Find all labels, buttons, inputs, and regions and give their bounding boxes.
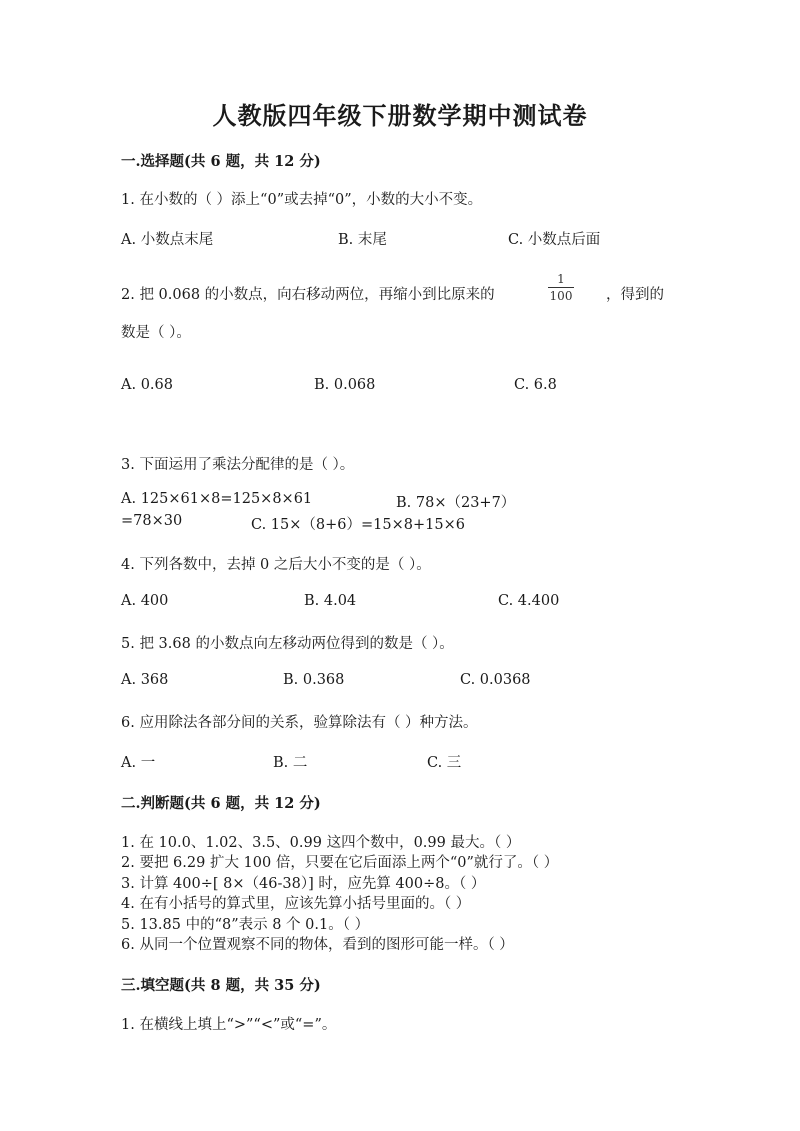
judge-item-4: 4. 在有小括号的算式里，应该先算小括号里面的。（ ） (121, 896, 471, 912)
question-5-option-a: A. 368 (121, 672, 169, 688)
question-3-option-b-continued: =78×30 (121, 513, 183, 529)
question-2-stem-part2: ，得到的 (606, 287, 664, 303)
question-3-stem: 3. 下面运用了乘法分配律的是（ ）。 (121, 457, 355, 473)
judge-item-3: 3. 计算 400÷[ 8×（46-38）] 时，应先算 400÷8。（ ） (121, 876, 486, 892)
fraction-denominator: 100 (549, 289, 573, 303)
fraction-bar (548, 287, 574, 288)
question-1-option-c: C. 小数点后面 (508, 232, 601, 248)
question-5-option-c: C. 0.0368 (460, 672, 531, 688)
question-5-stem: 5. 把 3.68 的小数点向左移动两位得到的数是（ ）。 (121, 636, 454, 652)
judge-item-5: 5. 13.85 中的“8”表示 8 个 0.1。（ ） (121, 917, 370, 933)
section-heading-choice: 一.选择题(共 6 题，共 12 分) (121, 153, 321, 170)
question-2-option-c: C. 6.8 (514, 377, 557, 393)
question-4-option-a: A. 400 (121, 593, 169, 609)
judge-item-6: 6. 从同一个位置观察不同的物体，看到的图形可能一样。（ ） (121, 937, 514, 953)
fraction-numerator: 1 (557, 272, 565, 286)
question-6-option-c: C. 三 (427, 755, 462, 771)
question-4-option-b: B. 4.04 (304, 593, 357, 609)
fill-question-1-stem: 1. 在横线上填上“>”“<”或“=”。 (121, 1017, 337, 1033)
question-1-option-a: A. 小数点末尾 (121, 232, 214, 248)
question-1-option-b: B. 末尾 (338, 232, 387, 248)
question-1-stem: 1. 在小数的（ ）添上“0”或去掉“0”，小数的大小不变。 (121, 192, 483, 208)
judge-item-2: 2. 要把 6.29 扩大 100 倍，只要在它后面添上两个“0”就行了。（ ） (121, 855, 559, 871)
page-title: 人教版四年级下册数学期中测试卷 (212, 101, 588, 130)
section-heading-judge: 二.判断题(共 6 题，共 12 分) (121, 795, 321, 812)
question-6-stem: 6. 应用除法各部分间的关系，验算除法有（ ）种方法。 (121, 715, 478, 731)
question-4-stem: 4. 下列各数中，去掉 0 之后大小不变的是（ ）。 (121, 557, 431, 573)
section-heading-fill: 三.填空题(共 8 题，共 35 分) (121, 977, 321, 994)
question-2-stem-part1: 2. 把 0.068 的小数点，向右移动两位，再缩小到比原来的 (121, 287, 495, 303)
question-2-option-b: B. 0.068 (314, 377, 376, 393)
question-2-stem-line2: 数是（ ）。 (121, 325, 191, 341)
question-2-option-a: A. 0.68 (121, 377, 173, 393)
question-3-option-a: A. 125×61×8=125×8×61 (121, 491, 313, 507)
question-3-option-c: C. 15×（8+6）=15×8+15×6 (251, 517, 465, 533)
question-5-option-b: B. 0.368 (283, 672, 345, 688)
judge-item-1: 1. 在 10.0、1.02、3.5、0.99 这四个数中，0.99 最大。（ ） (121, 835, 521, 851)
question-6-option-b: B. 二 (273, 755, 308, 771)
question-6-option-a: A. 一 (121, 755, 156, 771)
fraction-one-hundredth (548, 272, 574, 303)
question-3-option-b: B. 78×（23+7） (396, 495, 516, 511)
question-4-option-c: C. 4.400 (498, 593, 560, 609)
